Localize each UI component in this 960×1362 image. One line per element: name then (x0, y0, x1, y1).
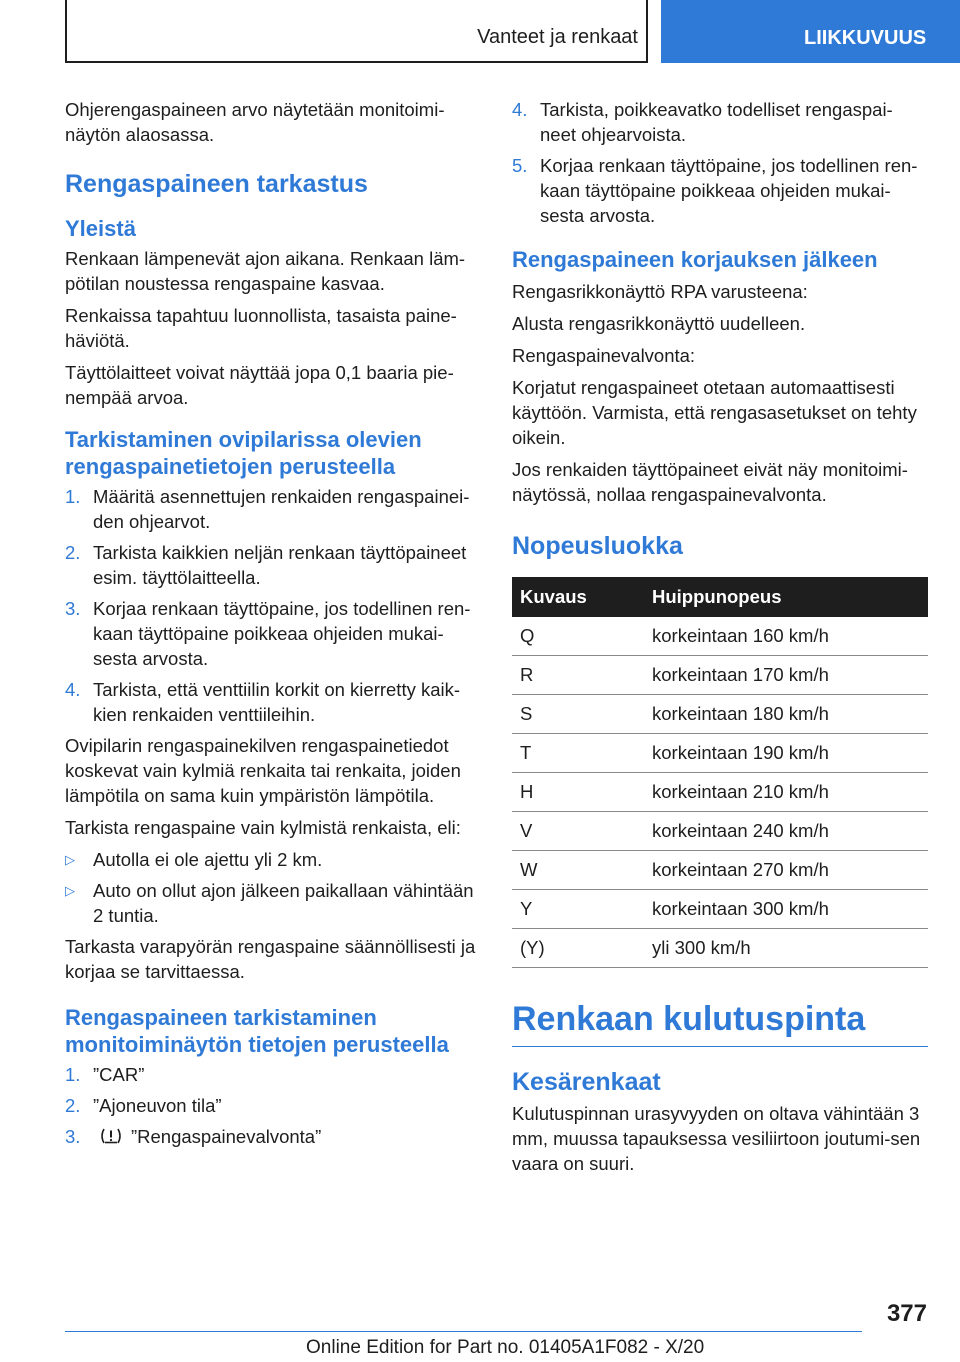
list-item (65, 677, 480, 727)
paragraph: Jos renkaiden täyttöpaineet eivät näy monitoimi‐näytössä, nollaa rengaspainevalvonta. (512, 459, 908, 505)
step-number: 5. (512, 155, 528, 176)
paragraph: Tarkasta varapyörän rengaspaine säännöllisesti ja korjaa se tarvittaessa. (65, 936, 476, 982)
step-text: Määritä asennettujen renkaiden rengaspainei‐den ohjearvot. (93, 486, 470, 532)
header-chapter-title: LIIKKUVUUS (804, 27, 927, 49)
paragraph: Renkaissa tapahtuu luonnollista, tasaista paine‐häviötä. (65, 305, 457, 351)
paragraph: Korjatut rengaspaineet otetaan automaattisesti käyttöön. Varmista, että rengasasetukset on tehty oikein. (512, 377, 917, 448)
list-item (512, 97, 928, 147)
heading-after-correction: Rengaspaineen korjauksen jälkeen (512, 247, 878, 272)
step-number: 1. (65, 486, 81, 507)
left-column (65, 97, 480, 1155)
header-section-box (65, 0, 648, 63)
table-row (512, 929, 928, 968)
step-text: ”Rengaspainevalvonta” (131, 1126, 322, 1147)
header-chapter-box (661, 0, 960, 63)
table-cell: Y (512, 890, 644, 929)
footer-divider (65, 1331, 862, 1332)
column-header: Huippunopeus (644, 577, 928, 617)
heading-tire-pressure-check: Rengaspaineen tarkastus (65, 170, 368, 198)
table-cell: W (512, 851, 644, 890)
table-header-row (512, 577, 928, 617)
paragraph: Alusta rengasrikkonäyttö uudelleen. (512, 313, 806, 334)
table-cell: S (512, 695, 644, 734)
heading-door-pillar-check: Tarkistaminen ovipilarissa olevien rengaspainetietojen perusteella (65, 427, 422, 479)
paragraph: Rengasrikkonäyttö RPA varusteena: (512, 281, 808, 302)
table-cell: korkeintaan 190 km/h (644, 734, 928, 773)
table-cell: korkeintaan 210 km/h (644, 773, 928, 812)
table-cell: korkeintaan 160 km/h (644, 617, 928, 656)
step-number: 3. (65, 1126, 81, 1147)
step-text: Korjaa renkaan täyttöpaine, jos todellinen ren‐kaan täyttöpaine poikkeaa ohjeiden mukai‐sesta arvosta. (540, 155, 918, 226)
list-item (65, 484, 480, 534)
step-number: 2. (65, 542, 81, 563)
bullet-text: Autolla ei ole ajettu yli 2 km. (93, 849, 323, 870)
step-number: 2. (65, 1095, 81, 1116)
table-cell: korkeintaan 240 km/h (644, 812, 928, 851)
table-row (512, 812, 928, 851)
speed-rating-table (512, 577, 928, 968)
table-cell: korkeintaan 170 km/h (644, 656, 928, 695)
table-row (512, 851, 928, 890)
step-number: 1. (65, 1064, 81, 1085)
table-row (512, 890, 928, 929)
continued-steps-list (512, 97, 928, 228)
conditions-list (65, 847, 480, 928)
table-row (512, 617, 928, 656)
step-text: ”CAR” (93, 1064, 145, 1085)
column-header: Kuvaus (512, 577, 644, 617)
right-column (512, 97, 928, 1183)
table-row (512, 695, 928, 734)
table-cell: korkeintaan 270 km/h (644, 851, 928, 890)
paragraph: Rengaspainevalvonta: (512, 345, 696, 366)
heading-monitor-check: Rengaspaineen tarkistaminen monitoiminäytön tietojen perusteella (65, 1005, 449, 1057)
table-row (512, 734, 928, 773)
paragraph: Tarkista rengaspaine vain kylmistä renkaista, eli: (65, 817, 461, 838)
header-section-title: Vanteet ja renkaat (477, 26, 638, 48)
step-text: Tarkista, että venttiilin korkit on kierretty kaik‐kien renkaiden venttiileihin. (93, 679, 461, 725)
list-item (65, 1062, 480, 1087)
list-item (65, 1093, 480, 1118)
bullet-text: Auto on ollut ajon jälkeen paikallaan vähintään 2 tuntia. (93, 880, 474, 926)
list-item (65, 596, 480, 671)
heading-speed-rating: Nopeusluokka (512, 532, 683, 560)
table-cell: R (512, 656, 644, 695)
step-text: Tarkista kaikkien neljän renkaan täyttöpaineet esim. täyttölaitteella. (93, 542, 467, 588)
table-cell: korkeintaan 180 km/h (644, 695, 928, 734)
paragraph: Ovipilarin rengaspainekilven rengaspainetiedot koskevat vain kylmiä renkaita tai renkaita, joiden lämpötila on sama kuin ympäristön lämpötila. (65, 735, 461, 806)
intro-paragraph: Ohjerengaspaineen arvo näytetään monitoimi‐näytön alaosassa. (65, 99, 445, 145)
table-cell: yli 300 km/h (644, 929, 928, 968)
list-item (65, 1124, 480, 1149)
table-cell: T (512, 734, 644, 773)
heading-summer-tires: Kesärenkaat (512, 1068, 661, 1096)
menu-steps-list (65, 1062, 480, 1149)
list-item (65, 847, 480, 872)
table-cell: korkeintaan 300 km/h (644, 890, 928, 929)
heading-tire-tread: Renkaan kulutuspinta (512, 998, 928, 1047)
table-cell: Q (512, 617, 644, 656)
footer-edition-text: Online Edition for Part no. 01405A1F082 - X/20 (306, 1337, 705, 1358)
step-number: 4. (512, 99, 528, 120)
paragraph: Renkaan lämpenevät ajon aikana. Renkaan läm‐pötilan noustessa rengaspaine kasvaa. (65, 248, 466, 294)
step-text: ”Ajoneuvon tila” (93, 1095, 222, 1116)
paragraph: Kulutuspinnan urasyvyyden on oltava vähintään 3 mm, muussa tapauksessa vesiliirtoon joutumi‐sen vaara on suuri. (512, 1103, 921, 1174)
pillar-steps-list (65, 484, 480, 727)
step-text: Korjaa renkaan täyttöpaine, jos todellinen ren‐kaan täyttöpaine poikkeaa ohjeiden mukai‐sesta arvosta. (93, 598, 471, 669)
bullet-triangle-icon: ▷ (65, 852, 75, 867)
step-number: 3. (65, 598, 81, 619)
list-item (65, 540, 480, 590)
page-number: 377 (886, 1300, 927, 1327)
heading-general: Yleistä (65, 216, 136, 241)
list-item (512, 153, 928, 228)
table-cell: H (512, 773, 644, 812)
step-text: Tarkista, poikkeavatko todelliset rengaspai‐neet ohjearvoista. (540, 99, 893, 145)
table-row (512, 656, 928, 695)
bullet-triangle-icon: ▷ (65, 883, 75, 898)
tire-pressure-warning-icon (99, 1127, 123, 1145)
list-item (65, 878, 480, 928)
table-cell: V (512, 812, 644, 851)
table-row (512, 773, 928, 812)
step-number: 4. (65, 679, 81, 700)
table-cell: (Y) (512, 929, 644, 968)
paragraph: Täyttölaitteet voivat näyttää jopa 0,1 baaria pie‐nempää arvoa. (65, 362, 454, 408)
